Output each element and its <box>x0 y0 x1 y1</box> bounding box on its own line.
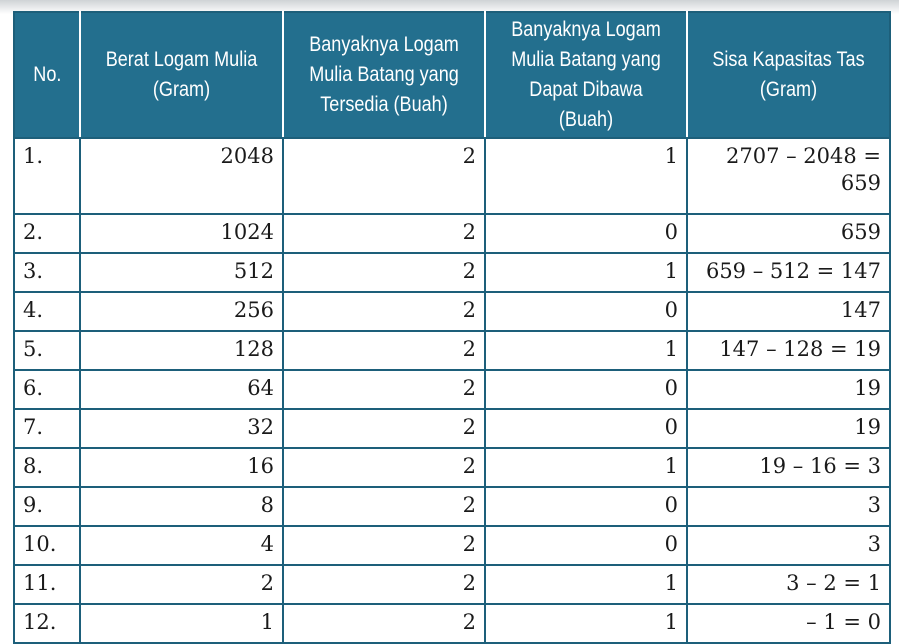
header-carried: Banyaknya Logam Mulia Batang yang Dapat Dibawa (Buah) <box>485 12 687 138</box>
available-cell: 2 <box>283 526 485 565</box>
carried-cell: 1 <box>485 331 687 370</box>
table-row <box>14 370 890 409</box>
weight-cell: 4 <box>80 526 283 565</box>
available-cell: 2 <box>283 409 485 448</box>
row-number: 10. <box>14 526 80 565</box>
table-row <box>14 292 890 331</box>
available-cell: 2 <box>283 370 485 409</box>
row-number: 4. <box>14 292 80 331</box>
row-number: 3. <box>14 253 80 292</box>
table-row <box>14 331 890 370</box>
remaining-cell: – 1 = 0 <box>687 604 890 643</box>
weight-cell: 128 <box>80 331 283 370</box>
table-row <box>14 214 890 253</box>
remaining-cell: 147 – 128 = 19 <box>687 331 890 370</box>
row-number: 8. <box>14 448 80 487</box>
available-cell: 2 <box>283 604 485 643</box>
weight-cell: 8 <box>80 487 283 526</box>
carried-cell: 0 <box>485 409 687 448</box>
header-remaining: Sisa Kapasitas Tas (Gram) <box>687 12 890 138</box>
row-number: 1. <box>14 138 80 214</box>
carried-cell: 0 <box>485 214 687 253</box>
weight-cell: 256 <box>80 292 283 331</box>
carried-cell: 1 <box>485 604 687 643</box>
available-cell: 2 <box>283 138 485 214</box>
row-number: 6. <box>14 370 80 409</box>
remaining-cell: 19 <box>687 370 890 409</box>
weight-cell: 1 <box>80 604 283 643</box>
carried-cell: 0 <box>485 487 687 526</box>
remaining-cell: 3 <box>687 526 890 565</box>
row-number: 2. <box>14 214 80 253</box>
header-weight: Berat Logam Mulia (Gram) <box>80 12 283 138</box>
carried-cell: 1 <box>485 565 687 604</box>
remaining-cell: 19 <box>687 409 890 448</box>
row-number: 9. <box>14 487 80 526</box>
weight-cell: 16 <box>80 448 283 487</box>
table-row <box>14 253 890 292</box>
row-number: 5. <box>14 331 80 370</box>
carried-cell: 1 <box>485 138 687 214</box>
gold-bar-table <box>13 11 891 644</box>
table-row <box>14 138 890 214</box>
carried-cell: 1 <box>485 253 687 292</box>
weight-cell: 2048 <box>80 138 283 214</box>
row-number: 11. <box>14 565 80 604</box>
carried-cell: 0 <box>485 370 687 409</box>
weight-cell: 512 <box>80 253 283 292</box>
available-cell: 2 <box>283 253 485 292</box>
available-cell: 2 <box>283 565 485 604</box>
available-cell: 2 <box>283 292 485 331</box>
row-number: 12. <box>14 604 80 643</box>
available-cell: 2 <box>283 331 485 370</box>
remaining-cell: 19 – 16 = 3 <box>687 448 890 487</box>
carried-cell: 1 <box>485 448 687 487</box>
available-cell: 2 <box>283 487 485 526</box>
table-row <box>14 448 890 487</box>
header-available: Banyaknya Logam Mulia Batang yang Tersedia (Buah) <box>283 12 485 138</box>
header-row <box>14 12 890 138</box>
table-row <box>14 526 890 565</box>
remaining-cell: 659 – 512 = 147 <box>687 253 890 292</box>
available-cell: 2 <box>283 214 485 253</box>
available-cell: 2 <box>283 448 485 487</box>
carried-cell: 0 <box>485 292 687 331</box>
remaining-cell: 147 <box>687 292 890 331</box>
table-row <box>14 604 890 643</box>
remaining-cell: 3 – 2 = 1 <box>687 565 890 604</box>
table-row <box>14 565 890 604</box>
weight-cell: 32 <box>80 409 283 448</box>
carried-cell: 0 <box>485 526 687 565</box>
table-row <box>14 487 890 526</box>
remaining-cell: 659 <box>687 214 890 253</box>
weight-cell: 2 <box>80 565 283 604</box>
weight-cell: 64 <box>80 370 283 409</box>
weight-cell: 1024 <box>80 214 283 253</box>
remaining-cell: 2707 – 2048 = 659 <box>687 138 890 214</box>
remaining-cell: 3 <box>687 487 890 526</box>
table-body <box>14 138 890 643</box>
row-number: 7. <box>14 409 80 448</box>
header-no: No. <box>14 12 80 138</box>
table-container <box>13 11 889 644</box>
table-row <box>14 409 890 448</box>
